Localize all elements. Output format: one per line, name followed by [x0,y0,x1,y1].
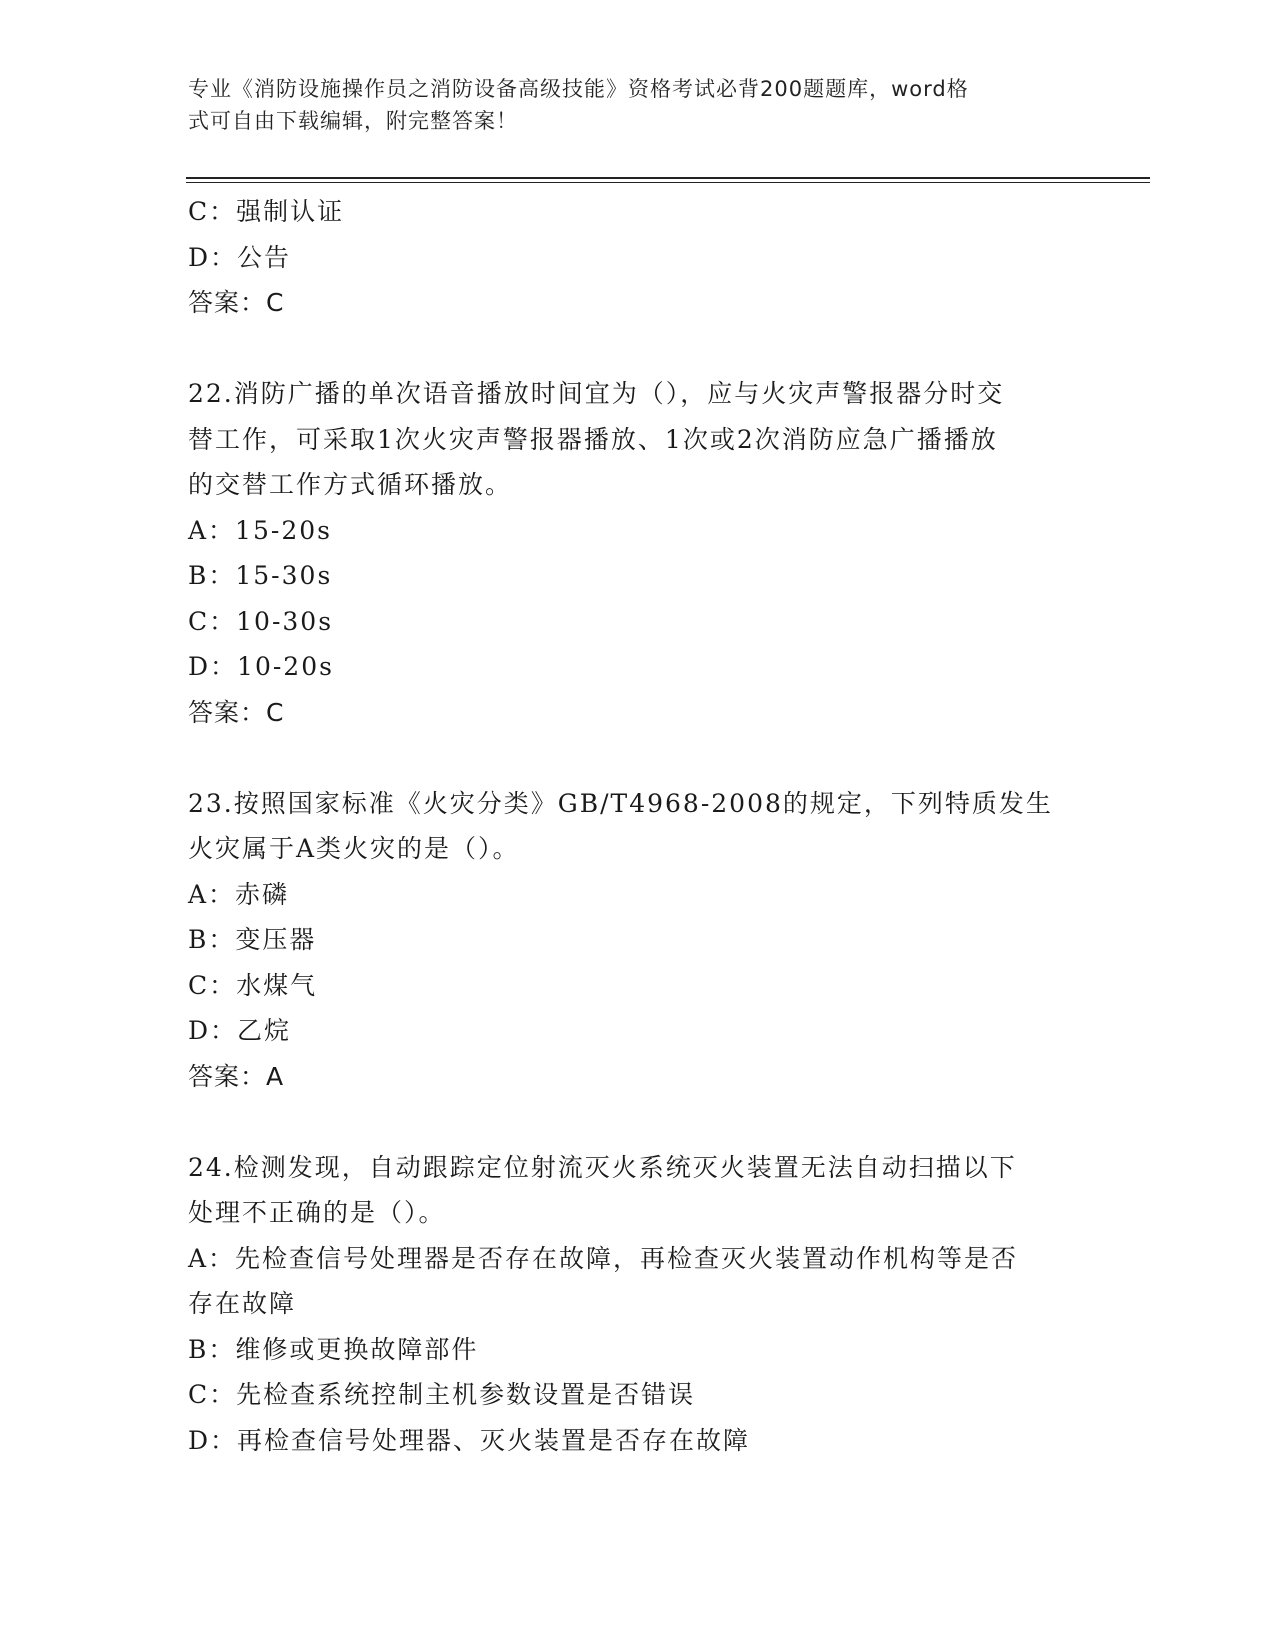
q23-option-a: A：赤磷 [188,879,290,909]
q22-stem-line-1: 22.消防广播的单次语音播放时间宜为（），应与火灾声警报器分时交 [188,379,1005,408]
spacer [188,326,1088,372]
header-line-1: 专业《消防设施操作员之消防设备高级技能》资格考试必背200题题库，word格 [188,77,969,101]
q22-stem-line-3: 的交替工作方式循环播放。 [188,470,513,499]
q24-option-a-line-2: 存在故障 [188,1289,297,1318]
q24-stem-line-1: 24.检测发现，自动跟踪定位射流灭火系统灭火装置无法自动扫描以下 [188,1152,1017,1182]
q24-stem-line-2: 处理不正确的是（）。 [188,1198,446,1227]
q23-option-b: B：变压器 [188,925,317,954]
q22-stem-line-2: 替工作，可采取1次火灾声警报器播放、1次或2次消防应急广播播放 [188,424,998,454]
prev-option-d: D：公告 [188,242,292,272]
spacer [188,1099,1088,1145]
q23-stem-line-1: 23.按照国家标准《火灾分类》GB/T4968-2008的规定，下列特质发生 [188,788,1053,818]
q22-option-c: C：10-30s [188,606,334,636]
prev-answer: 答案：C [188,288,285,317]
header-rule-thin [186,182,1150,183]
q22-option-a: A：15-20s [188,515,332,545]
q22-answer: 答案：C [188,697,285,727]
document-body [188,189,1088,1463]
q23-option-d: D：乙烷 [188,1016,292,1045]
q23-answer: 答案：A [188,1061,285,1091]
q24-option-c: C：先检查系统控制主机参数设置是否错误 [188,1380,696,1409]
q22-option-b: B：15-30s [188,561,333,590]
q23-option-c: C：水煤气 [188,970,318,1000]
page-header [188,73,1068,137]
q24-option-a-line-1: A：先检查信号处理器是否存在故障，再检查灭火装置动作机构等是否 [188,1243,1019,1273]
header-rule-thick [186,177,1150,179]
spacer [188,735,1088,781]
q22-option-d: D：10-20s [188,652,334,681]
q24-option-d: D：再检查信号处理器、灭火装置是否存在故障 [188,1425,751,1455]
header-line-2: 式可自由下载编辑，附完整答案！ [188,109,518,133]
q24-option-b: B：维修或更换故障部件 [188,1334,479,1364]
q23-stem-line-2: 火灾属于A类火灾的是（）。 [188,834,520,863]
prev-option-c: C：强制认证 [188,197,345,226]
